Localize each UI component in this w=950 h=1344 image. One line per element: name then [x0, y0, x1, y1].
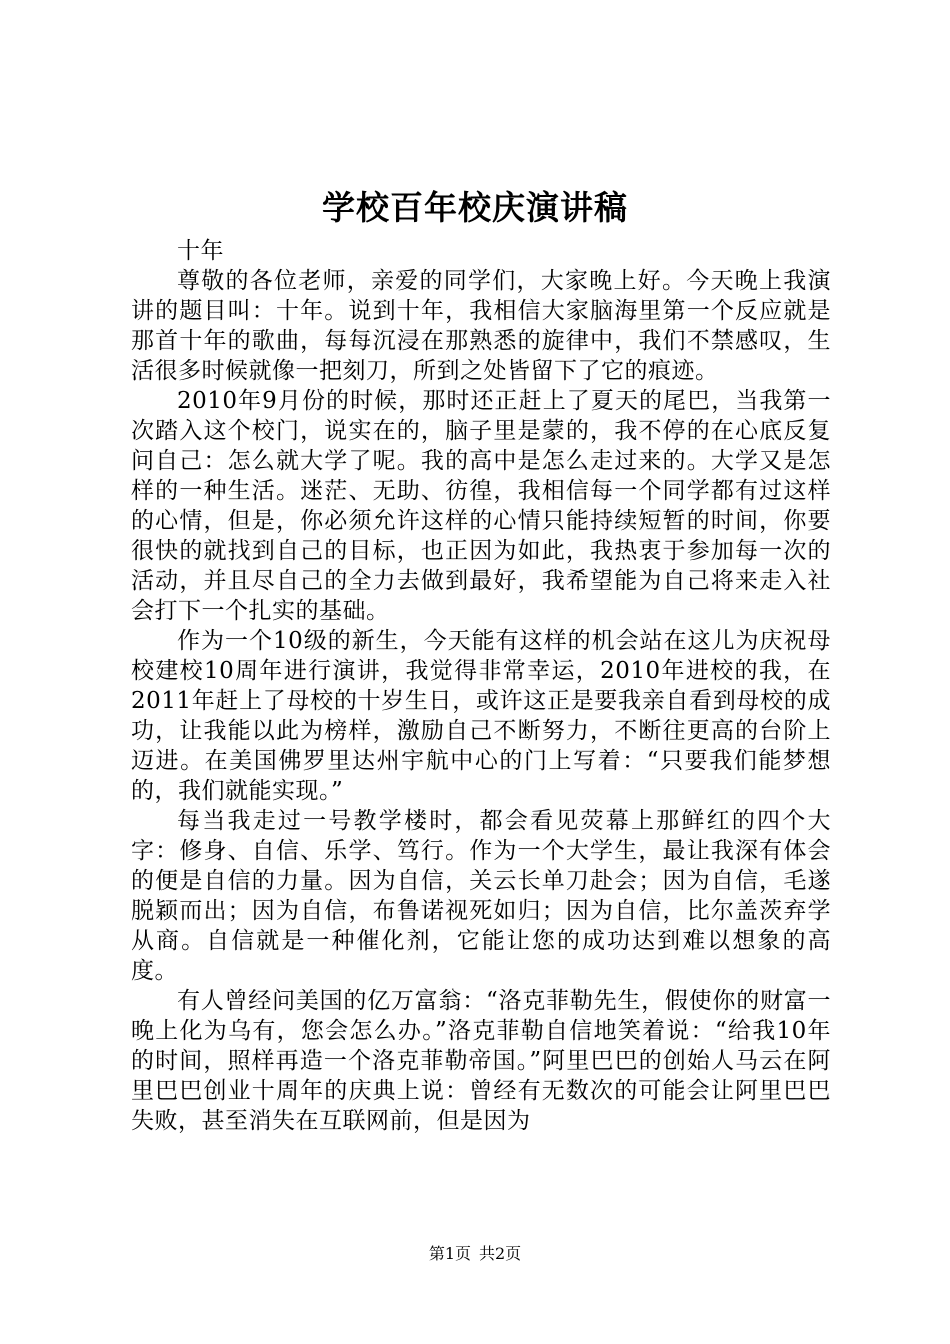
body-paragraph: 每当我走过一号教学楼时，都会看见荧幕上那鲜红的四个大字：修身、自信、乐学、笃行。作为一个大学生，最让我深有体会的便是自信的力量。因为自信，关云长单刀赴会；因为自信，毛遂脱颖而出；因为自信，布鲁诺视死如归；因为自信，比尔盖茨弃学从商。自信就是一种催化剂，它能让您的成功达到难以想象的高度。 — [131, 808, 831, 984]
page-number: 第1页 — [428, 1244, 471, 1263]
body-paragraph: 有人曾经问美国的亿万富翁：“洛克菲勒先生，假使你的财富一晚上化为乌有，您会怎么办。”洛克菲勒自信地笑着说：“给我10年的时间，照样再造一个洛克菲勒帝国。”阿里巴巴的创始人马云在阿里巴巴创业十周年的庆典上说：曾经有无数次的可能会让阿里巴巴失败，甚至消失在互联网前，但是因为 — [131, 988, 831, 1134]
body-paragraph: 作为一个10级的新生，今天能有这样的机会站在这儿为庆祝母校建校10周年进行演讲，我觉得非常幸运，2010年进校的我，在2011年赶上了母校的十岁生日，或许这正是要我亲自看到母校的成功，让我能以此为榜样，激励自己不断努力，不断往更高的台阶上迈进。在美国佛罗里达州宇航中心的门上写着：“只要我们能梦想的，我们就能实现。” — [131, 628, 831, 804]
body-paragraph: 尊敬的各位老师，亲爱的同学们，大家晚上好。今天晚上我演讲的题目叫：十年。说到十年，我相信大家脑海里第一个反应就是那首十年的歌曲，每每沉浸在那熟悉的旋律中，我们不禁感叹，生活很多时候就像一把刻刀，所到之处皆留下了它的痕迹。 — [131, 268, 831, 384]
body-paragraph: 2010年9月份的时候，那时还正赶上了夏天的尾巴，当我第一次踏入这个校门，说实在的，脑子里是蒙的，我不停的在心底反复问自己：怎么就大学了呢。我的高中是怎么走过来的。大学又是怎样的一种生活。迷茫、无助、彷徨，我相信每一个同学都有过这样的心情，但是，你必须允许这样的心情只能持续短暂的时间，你要很快的就找到自己的目标，也正因为如此，我热衷于参加每一次的活动，并且尽自己的全力去做到最好，我希望能为自己将来走入社会打下一个扎实的基础。 — [131, 388, 831, 624]
page-footer — [0, 1243, 950, 1265]
page-total: 共2页 — [479, 1244, 522, 1263]
body-paragraph: 十年 — [177, 238, 224, 264]
document-title: 学校百年校庆演讲稿 — [322, 188, 628, 227]
document-body — [131, 236, 831, 1136]
